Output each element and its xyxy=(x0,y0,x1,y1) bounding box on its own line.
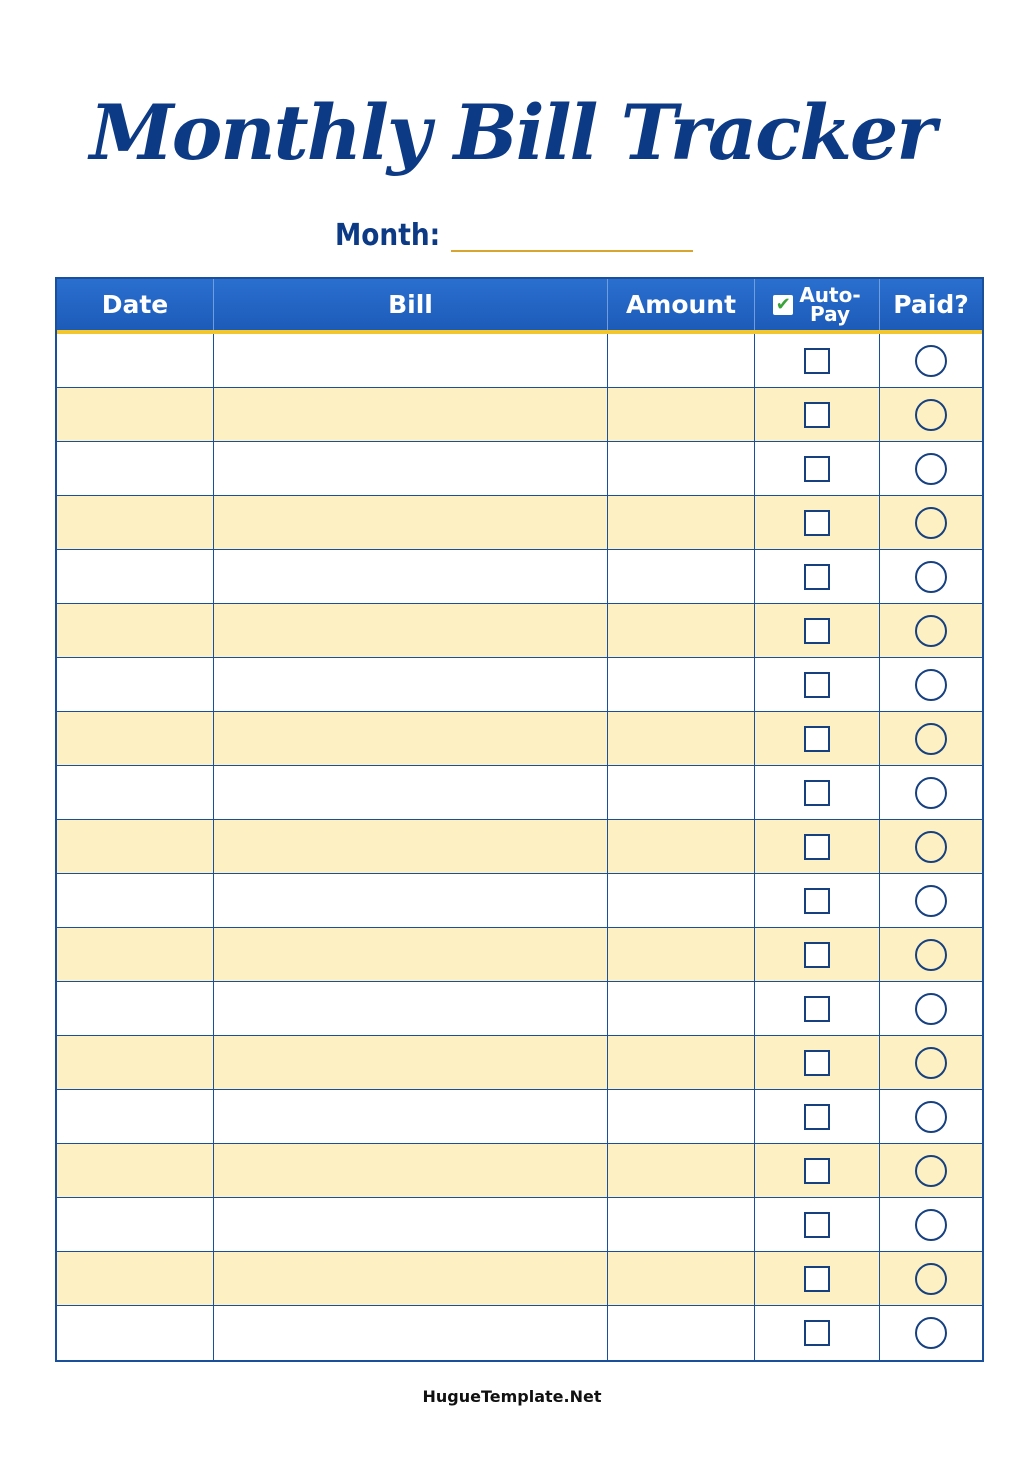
amount-cell[interactable] xyxy=(608,1306,755,1360)
date-cell[interactable] xyxy=(57,928,214,981)
bill-cell[interactable] xyxy=(214,712,608,765)
autopay-cell xyxy=(755,496,880,549)
autopay-cell xyxy=(755,928,880,981)
amount-cell[interactable] xyxy=(608,712,755,765)
autopay-cell xyxy=(755,604,880,657)
bill-cell[interactable] xyxy=(214,442,608,495)
paid-cell xyxy=(880,1090,982,1143)
paid-cell xyxy=(880,928,982,981)
paid-radio[interactable] xyxy=(915,1263,947,1295)
autopay-checkbox[interactable] xyxy=(804,1158,830,1184)
autopay-cell xyxy=(755,550,880,603)
bill-cell[interactable] xyxy=(214,388,608,441)
autopay-checkbox[interactable] xyxy=(804,1320,830,1346)
table-row xyxy=(57,658,982,712)
autopay-cell xyxy=(755,1090,880,1143)
month-label: Month: xyxy=(335,218,441,253)
bill-cell[interactable] xyxy=(214,874,608,927)
date-cell[interactable] xyxy=(57,982,214,1035)
bill-cell[interactable] xyxy=(214,1198,608,1251)
paid-cell xyxy=(880,388,982,441)
amount-cell[interactable] xyxy=(608,766,755,819)
paid-radio[interactable] xyxy=(915,885,947,917)
paid-cell xyxy=(880,1306,982,1360)
autopay-cell xyxy=(755,1036,880,1089)
page-title: Monthly Bill Tracker xyxy=(89,88,935,177)
table-row xyxy=(57,766,982,820)
bill-cell[interactable] xyxy=(214,1090,608,1143)
bill-cell[interactable] xyxy=(214,766,608,819)
table-row xyxy=(57,1036,982,1090)
bill-cell[interactable] xyxy=(214,1252,608,1305)
autopay-checkbox[interactable] xyxy=(804,996,830,1022)
date-cell[interactable] xyxy=(57,334,214,387)
bill-cell[interactable] xyxy=(214,928,608,981)
date-cell[interactable] xyxy=(57,1198,214,1251)
table-row xyxy=(57,1144,982,1198)
amount-cell[interactable] xyxy=(608,1252,755,1305)
paid-cell xyxy=(880,766,982,819)
autopay-cell xyxy=(755,1306,880,1360)
table-row xyxy=(57,1252,982,1306)
paid-cell xyxy=(880,442,982,495)
amount-cell[interactable] xyxy=(608,496,755,549)
autopay-checkbox[interactable] xyxy=(804,726,830,752)
autopay-cell xyxy=(755,334,880,387)
autopay-cell xyxy=(755,766,880,819)
paid-radio[interactable] xyxy=(915,669,947,701)
header-date: Date xyxy=(57,279,214,330)
paid-cell xyxy=(880,982,982,1035)
autopay-checkbox[interactable] xyxy=(804,888,830,914)
paid-radio[interactable] xyxy=(915,993,947,1025)
paid-cell xyxy=(880,712,982,765)
autopay-checkbox[interactable] xyxy=(804,510,830,536)
paid-cell xyxy=(880,1036,982,1089)
autopay-cell xyxy=(755,820,880,873)
paid-radio[interactable] xyxy=(915,1101,947,1133)
paid-radio[interactable] xyxy=(915,777,947,809)
autopay-checkbox[interactable] xyxy=(804,780,830,806)
table-row xyxy=(57,1090,982,1144)
autopay-checkbox[interactable] xyxy=(804,834,830,860)
table-row xyxy=(57,1306,982,1360)
date-cell[interactable] xyxy=(57,1036,214,1089)
table-row xyxy=(57,388,982,442)
bill-cell[interactable] xyxy=(214,1036,608,1089)
paid-radio[interactable] xyxy=(915,723,947,755)
bill-cell[interactable] xyxy=(214,496,608,549)
header-paid: Paid? xyxy=(893,290,969,319)
paid-radio[interactable] xyxy=(915,507,947,539)
amount-cell[interactable] xyxy=(608,1144,755,1197)
date-cell[interactable] xyxy=(57,388,214,441)
table-row xyxy=(57,604,982,658)
month-input-line[interactable] xyxy=(451,250,693,252)
paid-radio[interactable] xyxy=(915,615,947,647)
paid-radio[interactable] xyxy=(915,561,947,593)
autopay-checkbox[interactable] xyxy=(804,348,830,374)
amount-cell[interactable] xyxy=(608,658,755,711)
footer-brand: HugueTemplate.Net xyxy=(422,1387,602,1406)
table-row xyxy=(57,874,982,928)
autopay-cell xyxy=(755,712,880,765)
table-row xyxy=(57,1198,982,1252)
bill-cell[interactable] xyxy=(214,1306,608,1360)
autopay-checkbox[interactable] xyxy=(804,1212,830,1238)
date-cell[interactable] xyxy=(57,766,214,819)
table-body xyxy=(57,334,982,1360)
date-cell[interactable] xyxy=(57,604,214,657)
header-autopay xyxy=(755,279,880,330)
amount-cell[interactable] xyxy=(608,604,755,657)
amount-cell[interactable] xyxy=(608,1198,755,1251)
table-row xyxy=(57,496,982,550)
amount-cell[interactable] xyxy=(608,388,755,441)
autopay-checkbox[interactable] xyxy=(804,402,830,428)
date-cell[interactable] xyxy=(57,1144,214,1197)
table-row xyxy=(57,820,982,874)
paid-cell xyxy=(880,334,982,387)
date-cell[interactable] xyxy=(57,1090,214,1143)
autopay-checkbox[interactable] xyxy=(804,564,830,590)
autopay-cell xyxy=(755,982,880,1035)
paid-cell xyxy=(880,820,982,873)
table-header xyxy=(57,279,982,334)
amount-cell[interactable] xyxy=(608,928,755,981)
autopay-cell xyxy=(755,874,880,927)
paid-radio[interactable] xyxy=(915,399,947,431)
amount-cell[interactable] xyxy=(608,1036,755,1089)
amount-cell[interactable] xyxy=(608,820,755,873)
autopay-cell xyxy=(755,1198,880,1251)
amount-cell[interactable] xyxy=(608,334,755,387)
header-amount: Amount xyxy=(608,279,755,330)
table-row xyxy=(57,442,982,496)
amount-cell[interactable] xyxy=(608,442,755,495)
month-field xyxy=(335,218,455,253)
paid-cell xyxy=(880,658,982,711)
date-cell[interactable] xyxy=(57,874,214,927)
autopay-checkbox[interactable] xyxy=(804,672,830,698)
paid-cell xyxy=(880,604,982,657)
date-cell[interactable] xyxy=(57,496,214,549)
date-cell[interactable] xyxy=(57,1252,214,1305)
autopay-checkbox[interactable] xyxy=(804,1266,830,1292)
bill-cell[interactable] xyxy=(214,334,608,387)
autopay-checkbox[interactable] xyxy=(804,1104,830,1130)
paid-radio[interactable] xyxy=(915,1155,947,1187)
paid-radio[interactable] xyxy=(915,1047,947,1079)
bill-cell[interactable] xyxy=(214,1144,608,1197)
table-row xyxy=(57,550,982,604)
amount-cell[interactable] xyxy=(608,874,755,927)
header-autopay-line2: Pay xyxy=(809,301,851,326)
autopay-cell xyxy=(755,1144,880,1197)
table-row xyxy=(57,928,982,982)
bill-cell[interactable] xyxy=(214,982,608,1035)
paid-radio[interactable] xyxy=(915,345,947,377)
autopay-cell xyxy=(755,658,880,711)
paid-cell xyxy=(880,874,982,927)
autopay-checkbox[interactable] xyxy=(804,618,830,644)
paid-cell xyxy=(880,1198,982,1251)
check-icon: ✔ xyxy=(773,295,793,315)
bill-table xyxy=(55,277,984,1362)
paid-cell xyxy=(880,1144,982,1197)
paid-cell xyxy=(880,496,982,549)
date-cell[interactable] xyxy=(57,550,214,603)
paid-radio[interactable] xyxy=(915,1317,947,1349)
table-row xyxy=(57,712,982,766)
autopay-checkbox[interactable] xyxy=(804,942,830,968)
amount-cell[interactable] xyxy=(608,1090,755,1143)
date-cell[interactable] xyxy=(57,658,214,711)
paid-radio[interactable] xyxy=(915,1209,947,1241)
paid-radio[interactable] xyxy=(915,453,947,485)
autopay-cell xyxy=(755,1252,880,1305)
paid-radio[interactable] xyxy=(915,831,947,863)
autopay-checkbox[interactable] xyxy=(804,456,830,482)
autopay-checkbox[interactable] xyxy=(804,1050,830,1076)
date-cell[interactable] xyxy=(57,1306,214,1360)
amount-cell[interactable] xyxy=(608,982,755,1035)
bill-cell[interactable] xyxy=(214,658,608,711)
date-cell[interactable] xyxy=(57,712,214,765)
date-cell[interactable] xyxy=(57,820,214,873)
table-row xyxy=(57,334,982,388)
paid-cell xyxy=(880,550,982,603)
header-bill: Bill xyxy=(214,279,608,330)
header-autopay-line1: Auto- xyxy=(799,282,861,307)
date-cell[interactable] xyxy=(57,442,214,495)
autopay-cell xyxy=(755,388,880,441)
table-row xyxy=(57,982,982,1036)
amount-cell[interactable] xyxy=(608,550,755,603)
bill-cell[interactable] xyxy=(214,550,608,603)
bill-cell[interactable] xyxy=(214,604,608,657)
autopay-cell xyxy=(755,442,880,495)
bill-cell[interactable] xyxy=(214,820,608,873)
paid-radio[interactable] xyxy=(915,939,947,971)
paid-cell xyxy=(880,1252,982,1305)
